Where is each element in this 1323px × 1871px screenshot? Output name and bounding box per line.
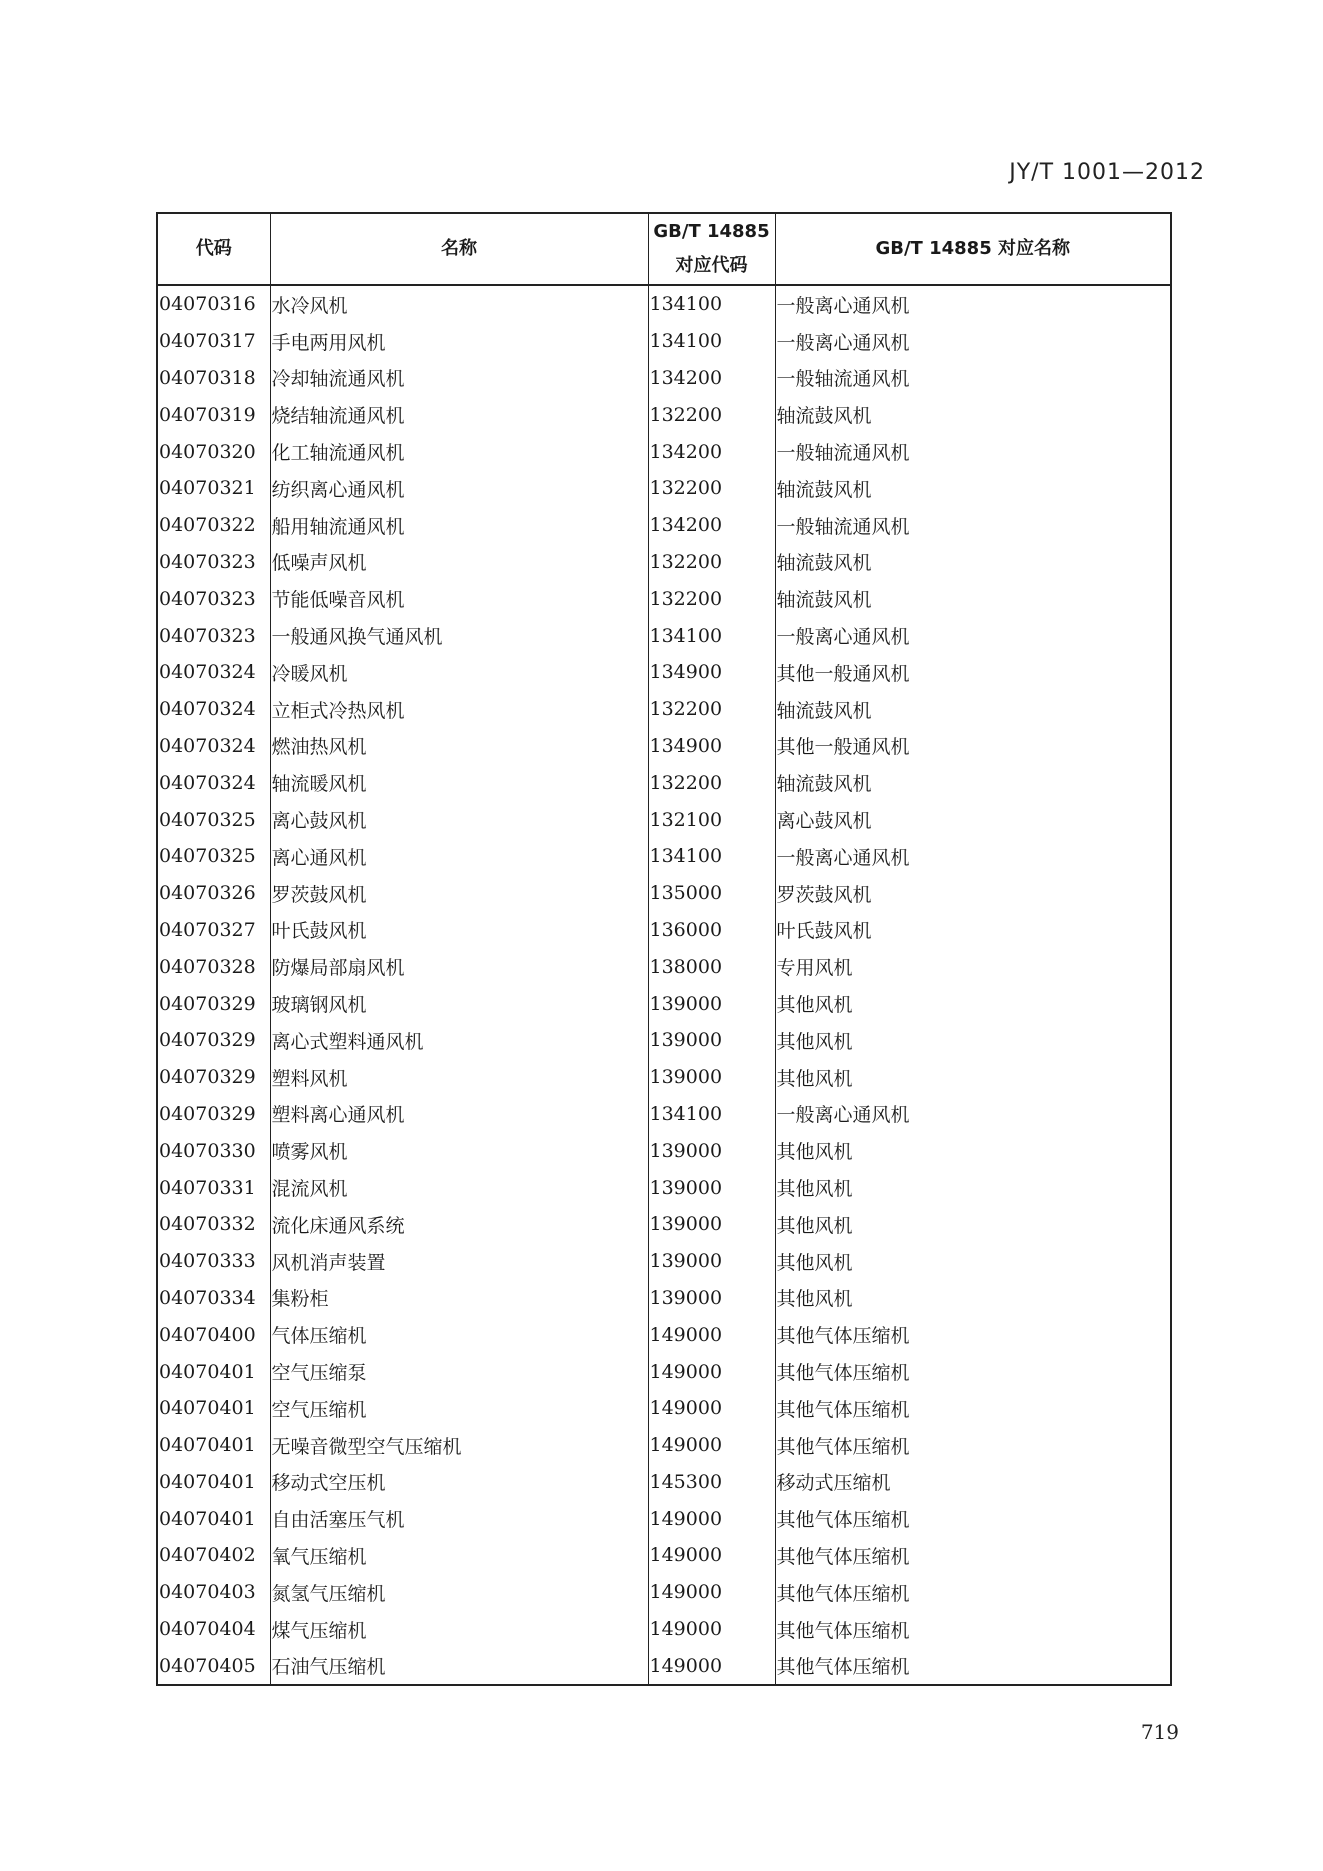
table-row [157,654,1171,691]
cell-name: 风机消声装置 [270,1243,648,1280]
cell-gb-name: 轴流鼓风机 [775,580,1171,617]
cell-code: 04070324 [157,764,270,801]
cell-gb-name: 其他气体压缩机 [775,1647,1171,1685]
page-number: 719 [1140,1720,1179,1744]
cell-gb-code: 149000 [648,1611,775,1648]
cell-code: 04070329 [157,985,270,1022]
cell-name: 煤气压缩机 [270,1611,648,1648]
cell-gb-code: 136000 [648,912,775,949]
table-row [157,985,1171,1022]
cell-code: 04070323 [157,544,270,581]
cell-gb-name: 一般离心通风机 [775,617,1171,654]
cell-gb-code: 132200 [648,396,775,433]
cell-name: 罗茨鼓风机 [270,875,648,912]
cell-name: 空气压缩机 [270,1390,648,1427]
cell-code: 04070400 [157,1316,270,1353]
cell-name: 离心通风机 [270,838,648,875]
equipment-code-table [156,212,1170,1686]
cell-gb-code: 149000 [648,1390,775,1427]
table-row [157,396,1171,433]
cell-gb-code: 134200 [648,507,775,544]
table-row [157,1096,1171,1133]
cell-gb-code: 145300 [648,1464,775,1501]
table-header-row [157,213,1171,285]
cell-gb-code: 134100 [648,838,775,875]
code-mapping-table [156,212,1172,1686]
cell-code: 04070401 [157,1500,270,1537]
table-row [157,1243,1171,1280]
cell-name: 喷雾风机 [270,1132,648,1169]
cell-name: 纺织离心通风机 [270,470,648,507]
cell-gb-name: 一般离心通风机 [775,1096,1171,1133]
cell-gb-name: 其他风机 [775,1132,1171,1169]
table-row [157,764,1171,801]
cell-gb-code: 134900 [648,654,775,691]
cell-gb-code: 139000 [648,1132,775,1169]
cell-gb-code: 149000 [648,1353,775,1390]
cell-name: 立柜式冷热风机 [270,691,648,728]
table-row [157,360,1171,397]
cell-name: 节能低噪音风机 [270,580,648,617]
cell-code: 04070331 [157,1169,270,1206]
cell-gb-name: 离心鼓风机 [775,801,1171,838]
cell-code: 04070329 [157,1059,270,1096]
cell-gb-name: 轴流鼓风机 [775,544,1171,581]
cell-gb-code: 139000 [648,985,775,1022]
table-row [157,1537,1171,1574]
table-row [157,801,1171,838]
cell-code: 04070317 [157,323,270,360]
cell-gb-name: 其他气体压缩机 [775,1427,1171,1464]
cell-gb-name: 一般离心通风机 [775,838,1171,875]
cell-code: 04070323 [157,617,270,654]
cell-name: 自由活塞压气机 [270,1500,648,1537]
cell-name: 船用轴流通风机 [270,507,648,544]
cell-name: 一般通风换气通风机 [270,617,648,654]
cell-gb-name: 一般离心通风机 [775,285,1171,323]
cell-gb-name: 其他风机 [775,1280,1171,1317]
cell-name: 塑料离心通风机 [270,1096,648,1133]
table-row [157,1316,1171,1353]
cell-name: 空气压缩泵 [270,1353,648,1390]
cell-name: 混流风机 [270,1169,648,1206]
cell-gb-code: 132200 [648,580,775,617]
table-row [157,838,1171,875]
cell-gb-name: 其他气体压缩机 [775,1611,1171,1648]
cell-code: 04070401 [157,1390,270,1427]
cell-code: 04070318 [157,360,270,397]
table-row [157,1206,1171,1243]
cell-code: 04070325 [157,838,270,875]
cell-code: 04070403 [157,1574,270,1611]
cell-gb-code: 149000 [648,1500,775,1537]
cell-gb-code: 134100 [648,1096,775,1133]
table-row [157,507,1171,544]
table-row [157,433,1171,470]
cell-gb-name: 轴流鼓风机 [775,691,1171,728]
cell-name: 冷却轴流通风机 [270,360,648,397]
cell-gb-name: 一般轴流通风机 [775,433,1171,470]
cell-gb-code: 132200 [648,764,775,801]
cell-code: 04070322 [157,507,270,544]
cell-gb-code: 149000 [648,1574,775,1611]
table-row [157,728,1171,765]
cell-gb-name: 其他气体压缩机 [775,1353,1171,1390]
table-row [157,470,1171,507]
header-name: 名称 [270,213,648,285]
table-body [157,285,1171,1685]
cell-gb-code: 139000 [648,1169,775,1206]
cell-gb-code: 139000 [648,1059,775,1096]
cell-name: 移动式空压机 [270,1464,648,1501]
cell-gb-code: 132200 [648,470,775,507]
cell-name: 氧气压缩机 [270,1537,648,1574]
cell-code: 04070405 [157,1647,270,1685]
table-row [157,1647,1171,1685]
cell-code: 04070329 [157,1022,270,1059]
cell-gb-name: 轴流鼓风机 [775,470,1171,507]
cell-gb-code: 149000 [648,1316,775,1353]
cell-code: 04070333 [157,1243,270,1280]
cell-gb-code: 134200 [648,433,775,470]
cell-name: 气体压缩机 [270,1316,648,1353]
header-gb-code [648,213,775,285]
cell-name: 水冷风机 [270,285,648,323]
cell-code: 04070329 [157,1096,270,1133]
cell-gb-code: 134100 [648,285,775,323]
cell-gb-code: 139000 [648,1206,775,1243]
cell-gb-name: 一般轴流通风机 [775,360,1171,397]
table-row [157,617,1171,654]
cell-gb-code: 139000 [648,1243,775,1280]
cell-name: 轴流暖风机 [270,764,648,801]
cell-code: 04070334 [157,1280,270,1317]
standard-code: JY/T 1001—2012 [1009,160,1205,185]
header-code: 代码 [157,213,270,285]
table-row [157,1132,1171,1169]
cell-gb-name: 其他气体压缩机 [775,1574,1171,1611]
cell-gb-name: 其他风机 [775,1206,1171,1243]
cell-name: 叶氏鼓风机 [270,912,648,949]
cell-code: 04070402 [157,1537,270,1574]
cell-gb-name: 其他一般通风机 [775,728,1171,765]
cell-gb-code: 134900 [648,728,775,765]
table-row [157,1427,1171,1464]
table-row [157,1280,1171,1317]
cell-gb-code: 139000 [648,1280,775,1317]
table-row [157,1169,1171,1206]
table-row [157,1059,1171,1096]
cell-gb-name: 叶氏鼓风机 [775,912,1171,949]
cell-code: 04070401 [157,1353,270,1390]
cell-name: 化工轴流通风机 [270,433,648,470]
cell-gb-code: 139000 [648,1022,775,1059]
cell-name: 防爆局部扇风机 [270,948,648,985]
table-row [157,691,1171,728]
cell-gb-code: 132200 [648,544,775,581]
cell-gb-name: 轴流鼓风机 [775,396,1171,433]
table-row [157,285,1171,323]
cell-name: 冷暖风机 [270,654,648,691]
cell-name: 离心鼓风机 [270,801,648,838]
cell-code: 04070324 [157,654,270,691]
cell-gb-name: 一般离心通风机 [775,323,1171,360]
cell-gb-code: 132100 [648,801,775,838]
cell-code: 04070401 [157,1464,270,1501]
cell-gb-name: 其他风机 [775,1059,1171,1096]
cell-code: 04070320 [157,433,270,470]
table-row [157,323,1171,360]
cell-name: 流化床通风系统 [270,1206,648,1243]
cell-gb-code: 134200 [648,360,775,397]
cell-name: 离心式塑料通风机 [270,1022,648,1059]
cell-gb-name: 移动式压缩机 [775,1464,1171,1501]
cell-name: 石油气压缩机 [270,1647,648,1685]
cell-gb-name: 其他风机 [775,985,1171,1022]
cell-name: 无噪音微型空气压缩机 [270,1427,648,1464]
table-row [157,1464,1171,1501]
cell-code: 04070401 [157,1427,270,1464]
cell-code: 04070330 [157,1132,270,1169]
cell-gb-code: 149000 [648,1427,775,1464]
cell-code: 04070325 [157,801,270,838]
cell-gb-name: 其他气体压缩机 [775,1537,1171,1574]
cell-gb-code: 138000 [648,948,775,985]
cell-name: 氮氢气压缩机 [270,1574,648,1611]
table-row [157,1574,1171,1611]
cell-code: 04070324 [157,728,270,765]
cell-code: 04070321 [157,470,270,507]
cell-code: 04070316 [157,285,270,323]
header-gb-code-line1: GB/T 14885 [653,221,770,242]
cell-name: 塑料风机 [270,1059,648,1096]
cell-code: 04070319 [157,396,270,433]
cell-code: 04070327 [157,912,270,949]
cell-gb-code: 134100 [648,323,775,360]
cell-gb-name: 其他风机 [775,1022,1171,1059]
cell-gb-name: 其他气体压缩机 [775,1500,1171,1537]
header-gb-name: GB/T 14885 对应名称 [775,213,1171,285]
cell-code: 04070323 [157,580,270,617]
cell-gb-name: 专用风机 [775,948,1171,985]
cell-gb-name: 其他气体压缩机 [775,1390,1171,1427]
cell-gb-name: 轴流鼓风机 [775,764,1171,801]
cell-gb-name: 其他一般通风机 [775,654,1171,691]
cell-name: 低噪声风机 [270,544,648,581]
cell-code: 04070404 [157,1611,270,1648]
cell-gb-name: 其他风机 [775,1243,1171,1280]
cell-name: 集粉柜 [270,1280,648,1317]
table-row [157,875,1171,912]
table-row [157,1390,1171,1427]
cell-gb-code: 132200 [648,691,775,728]
table-row [157,1022,1171,1059]
table-row [157,1500,1171,1537]
cell-code: 04070332 [157,1206,270,1243]
cell-name: 玻璃钢风机 [270,985,648,1022]
table-row [157,1353,1171,1390]
cell-code: 04070324 [157,691,270,728]
cell-name: 烧结轴流通风机 [270,396,648,433]
table-row [157,544,1171,581]
cell-code: 04070328 [157,948,270,985]
table-row [157,948,1171,985]
cell-name: 燃油热风机 [270,728,648,765]
cell-gb-name: 罗茨鼓风机 [775,875,1171,912]
table-row [157,1611,1171,1648]
cell-gb-code: 134100 [648,617,775,654]
cell-gb-code: 149000 [648,1647,775,1685]
table-row [157,580,1171,617]
table-row [157,912,1171,949]
cell-gb-name: 一般轴流通风机 [775,507,1171,544]
header-gb-code-line2: 对应代码 [675,255,748,276]
cell-code: 04070326 [157,875,270,912]
cell-gb-name: 其他气体压缩机 [775,1316,1171,1353]
cell-name: 手电两用风机 [270,323,648,360]
cell-gb-code: 135000 [648,875,775,912]
cell-gb-code: 149000 [648,1537,775,1574]
cell-gb-name: 其他风机 [775,1169,1171,1206]
